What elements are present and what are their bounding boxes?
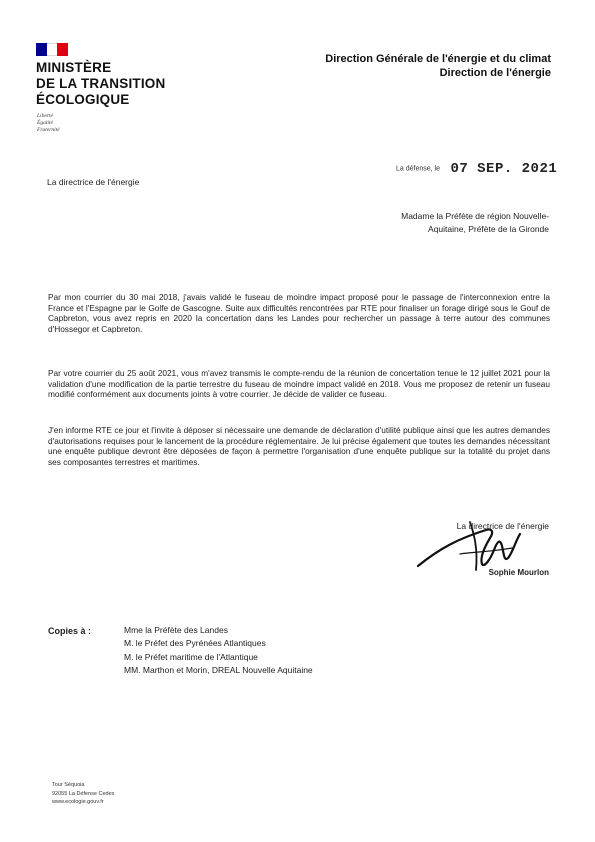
copy-recipient: M. le Préfet des Pyrénées Atlantiques [124, 638, 266, 649]
ministry-line: DE LA TRANSITION [36, 76, 166, 91]
ministry-line: ÉCOLOGIQUE [36, 92, 130, 107]
body-paragraph-3: J'en informe RTE ce jour et l'invite à déposer si nécessaire une demande de déclaration d'utilité publique ainsi que les autres demandes d'autorisations requises pour le lancement de la procédure réglementaire. Je lui précise également que toutes les demandes nécessitant une enquête publique devront être déposées de façon à permettre l'organisation d'une enquête publique sur la totalité du projet dans ses composantes terrestres et maritimes. [48, 425, 550, 467]
sender-line: La directrice de l'énergie [47, 177, 140, 187]
motto-line: Liberté [37, 113, 53, 119]
recipient-line: Aquitaine, Préfète de la Gironde [428, 224, 549, 234]
body-paragraph-1: Par mon courrier du 30 mai 2018, j'avais validé le fuseau de moindre impact proposé pour le passage de l'interconnexion entre la France et l'Espagne par le Golfe de Gascogne. Suite aux difficultés rencontrées par RTE pour finaliser un forage dirigé sous le Gouf de Capbreton, vous avez repris en 2020 la concertation dans les Landes pour rechercher un passage à terre autour des communes d'Hossegor et Capbreton. [48, 292, 550, 334]
footer-link[interactable]: www.ecologie.gouv.fr [52, 799, 104, 805]
copies-list [124, 624, 313, 678]
french-flag-marianne-logo [36, 43, 68, 56]
signature-title: La directrice de l'énergie [456, 521, 549, 531]
date-prefix: La défense, le [396, 165, 440, 173]
signature-name: Sophie Mourlon [488, 568, 549, 577]
footer-line: 92055 La Défense Cedex [52, 790, 115, 797]
date-line [396, 160, 557, 178]
date-stamp: 07 SEP. 2021 [450, 160, 558, 177]
direction-general: Direction Générale de l'énergie et du climat [325, 53, 551, 65]
copy-recipient: MM. Marthon et Morin, DREAL Nouvelle Aquitaine [124, 665, 313, 676]
copies-label: Copies à : [48, 626, 92, 636]
recipient-line: Madame la Préfète de région Nouvelle- [401, 211, 549, 221]
republic-motto [37, 113, 60, 134]
motto-line: Fraternité [37, 127, 60, 133]
recipient-block [401, 210, 549, 236]
footer-address [52, 781, 114, 807]
direction-name: Direction de l'énergie [439, 67, 551, 79]
ministry-line: MINISTÈRE [36, 60, 112, 75]
copy-recipient: M. le Préfet maritime de l'Atlantique [124, 651, 258, 662]
body-paragraph-2: Par votre courrier du 25 août 2021, vous m'avez transmis le compte-rendu de la réunion de concertation tenue le 12 juillet 2021 pour la validation d'une modification de la partie terrestre du fuseau de moindre impact validé en 2018. Vous me proposez de retenir un fuseau modifié conformément aux documents joints à votre courrier. Je décide de valider ce fuseau. [48, 368, 550, 400]
motto-line: Égalité [37, 120, 53, 126]
flag-white-band [47, 43, 58, 56]
direction-header [325, 52, 551, 80]
copy-recipient: Mme la Préfète des Landes [124, 625, 228, 635]
flag-blue-band [36, 43, 47, 56]
footer-line: Tour Séquoia [52, 782, 85, 788]
flag-red-band [57, 43, 68, 56]
ministry-name [36, 60, 165, 108]
